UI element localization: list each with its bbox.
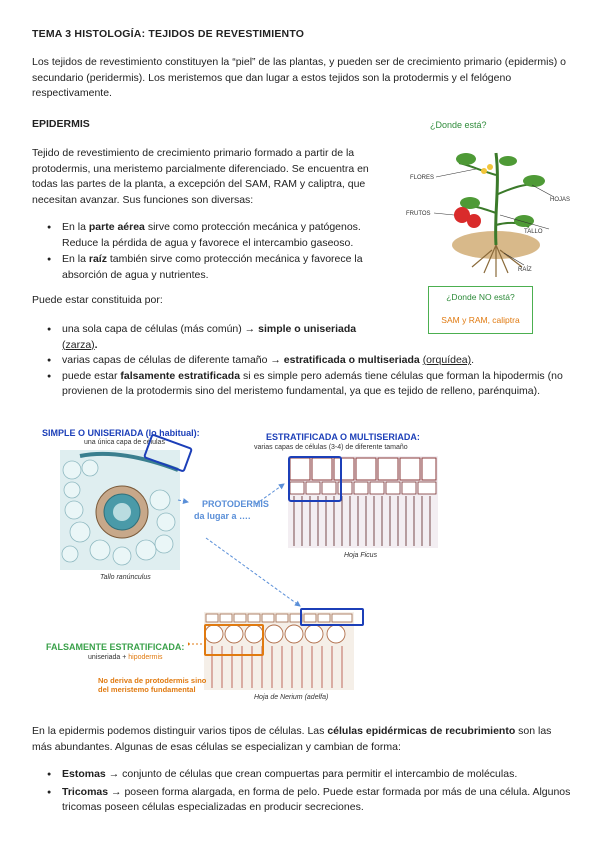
intro-paragraph: Los tejidos de revestimiento constituyen la “piel” de las plantas, y pueden ser de crecimiento primario (epidermis) o secundario (peridermis). Los meristemos que dan lugar a estos tejidos son la protodermis y el felógeno respectivamente. (32, 56, 567, 99)
plant-label-raiz: RAÍZ (518, 267, 532, 273)
plant-label-frutos: FRUTOS (406, 211, 431, 217)
where-not-answer: SAM y RAM, caliptra (441, 315, 520, 325)
protodermis-line-2: da lugar a …. (194, 511, 251, 521)
list-item: ● Tricomas → poseen forma alargada, en forma de pelo. Puede estar formada por más de una célula. Algunos tricomas poseen células especializadas en producir secreciones. (32, 785, 572, 816)
false-epidermis-box (300, 608, 364, 626)
plant-label-flores: FLORES (410, 175, 435, 181)
simple-title: SIMPLE O UNISERIADA (lo habitual): (42, 428, 200, 438)
false-note: No deriva de protodermis sino del meristemo fundamental (98, 676, 207, 694)
list-item: ● En la parte aérea sirve como protección mecánica y patógenos. Reduce la pérdida de agua y favorece el intercambio gaseoso. (32, 220, 392, 251)
list-item: ● puede estar falsamente estratificada si es simple pero además tiene células que forman la hipodermis (no provienen de la protodermis sino del meristemo fundamental, ya que es tejido de relleno, parénquima). (32, 369, 572, 400)
list-item: ● varias capas de células de diferente tamaño → estratificada o multiseriada (orquídea). (32, 353, 572, 369)
cell-types-paragraph: En la epidermis podemos distinguir varios tipos de células. Las células epidérmicas de recubrimiento son las más abundantes. Algunas de esas células se especializan y cambian de forma: (32, 725, 552, 753)
where-label: ¿Donde está? (430, 120, 487, 130)
simple-caption: Tallo ranúnculus (100, 574, 151, 581)
list-item: ● una sola capa de células (más común) → simple o uniseriada (zarza). (32, 322, 392, 353)
epidermis-heading: EPIDERMIS (32, 118, 90, 130)
constituted-text: Puede estar constituida por: (32, 294, 163, 306)
epidermis-paragraph: Tejido de revestimiento de crecimiento primario formado a partir de la protodermis, una meristemo parcialmente diferenciado. Se encuentra en todas las partes de la planta, a excepción del SAM, RAM y caliptra, que necesitan avanzar. Sus funciones son diversas: (32, 147, 369, 206)
false-arrow (188, 640, 206, 648)
cell-types-list (32, 767, 572, 816)
page-title: TEMA 3 HISTOLOGÍA: TEJIDOS DE REVESTIMIENTO (32, 28, 305, 40)
tomato-plant-illustration (404, 135, 572, 280)
false-caption: Hoja de Nerium (adelfa) (254, 694, 329, 701)
list-item: ● En la raíz también sirve como protección mecánica y favorece la absorción de agua y nutrientes. (32, 252, 392, 283)
simple-subtitle: una única capa de células (84, 439, 165, 446)
false-hypodermis-box (204, 624, 264, 656)
list-item: ● Estomas → conjunto de células que crean compuertas para permitir el intercambio de moléculas. (32, 767, 572, 783)
false-title: FALSAMENTE ESTRATIFICADA: (46, 642, 185, 652)
epidermis-types-figure (38, 400, 568, 712)
strat-subtitle: varias capas de células (3-4) de diferente tamaño (254, 444, 408, 451)
strat-caption: Hoja Ficus (344, 552, 378, 559)
plant-label-hojas: HOJAS (550, 197, 571, 203)
strat-title: ESTRATIFICADA O MULTISERIADA: (266, 432, 420, 442)
where-not-box (428, 286, 533, 334)
plant-label-tallo: TALLO (524, 229, 543, 235)
where-not-label: ¿Donde NO está? (446, 292, 515, 302)
false-subtitle: uniseriada + hipodermis (88, 654, 163, 661)
functions-list (32, 220, 392, 284)
protodermis-line-1: PROTODERMIS (202, 499, 269, 509)
